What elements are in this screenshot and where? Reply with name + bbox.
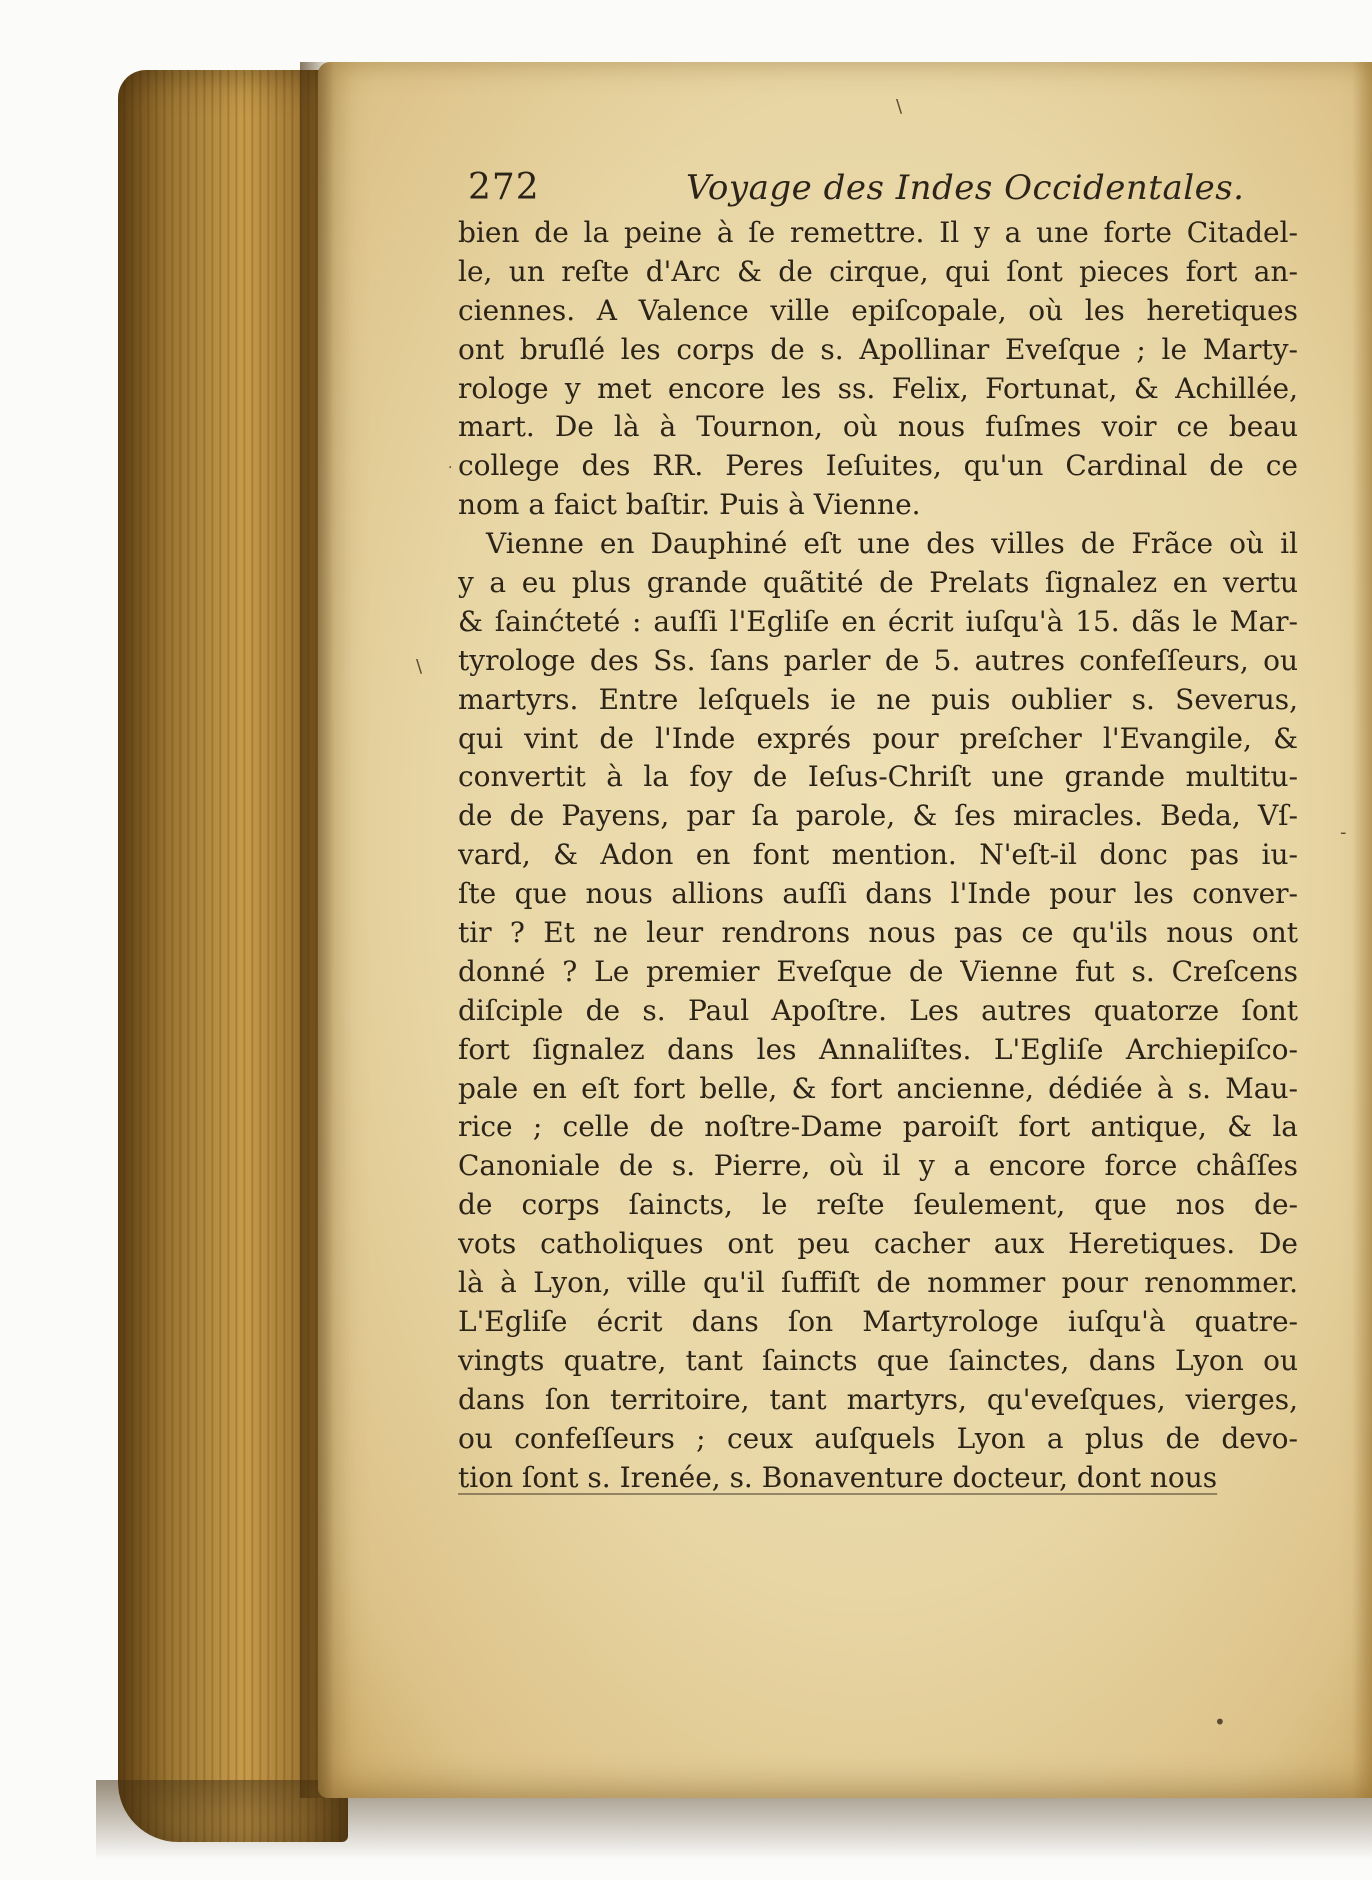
- paper-speck: •: [1214, 1710, 1226, 1734]
- text-line: mart. De là à Tournon, où nous fuſmes voir ce beau: [458, 410, 1298, 444]
- text-line: pale en eſt fort belle, & fort ancienne, dédiée à s. Mau-: [458, 1071, 1298, 1105]
- text-block: [458, 166, 1298, 1497]
- text-line: rologe y met encore les ss. Felix, Fortunat, & Achillée,: [458, 371, 1298, 405]
- text-line: nom a faict baſtir. Puis à Vienne.: [458, 488, 921, 522]
- running-title: Voyage des Indes Occidentales.: [686, 168, 1245, 208]
- text-line: qui vint de l'Inde exprés pour preſcher l'Evangile, &: [458, 721, 1298, 755]
- text-line: vard, & Adon en font mention. N'eſt-il donc pas iu-: [458, 838, 1298, 872]
- page-number: 272: [468, 167, 540, 208]
- text-line: ont bruſlé les corps de s. Apollinar Eveſque ; le Marty-: [458, 332, 1298, 366]
- text-line: vingts quatre, tant ſaincts que ſainctes, dans Lyon ou: [458, 1343, 1298, 1377]
- text-line: de de Payens, par ſa parole, & ſes miracles. Beda, Vſ-: [458, 799, 1298, 833]
- paper-speck: ·: [448, 460, 453, 476]
- text-line: ſte que nous allions auſſi dans l'Inde pour les conver-: [458, 877, 1298, 911]
- running-head: [458, 166, 1298, 214]
- text-line: convertit à la foy de Ieſus-Chriſt une grande multitu-: [458, 760, 1298, 794]
- text-line: vots catholiques ont peu cacher aux Heretiques. De: [458, 1227, 1298, 1261]
- text-line: fort ſignalez dans les Annaliſtes. L'Egliſe Archiepiſco-: [458, 1032, 1298, 1066]
- paper-speck: \: [896, 96, 903, 117]
- text-line: là à Lyon, ville qu'il ſuffiſt de nommer pour renommer.: [458, 1266, 1298, 1300]
- paper-speck: -: [1340, 822, 1347, 843]
- text-line: tyrologe des Ss. ſans parler de 5. autres confeſſeurs, ou: [458, 643, 1298, 677]
- text-line: L'Egliſe écrit dans ſon Martyrologe iuſqu'à quatre-: [458, 1304, 1298, 1338]
- text-line: college des RR. Peres Ieſuites, qu'un Cardinal de ce: [458, 449, 1298, 483]
- page-right-edge: [1352, 62, 1372, 1798]
- text-line: tion ſont s. Irenée, s. Bonaventure docteur, dont nous: [458, 1460, 1218, 1494]
- text-line: martyrs. Entre leſquels ie ne puis oublier s. Severus,: [458, 682, 1298, 716]
- text-line: diſciple de s. Paul Apoſtre. Les autres quatorze ſont: [458, 993, 1298, 1027]
- text-line: & ſainćteté : auſſi l'Egliſe en écrit iuſqu'à 15. dãs le Mar-: [458, 604, 1298, 638]
- text-line: dans ſon territoire, tant martyrs, qu'eveſques, vierges,: [458, 1382, 1298, 1416]
- text-line: tir ? Et ne leur rendrons nous pas ce qu'ils nous ont: [458, 916, 1298, 950]
- text-line: Canoniale de s. Pierre, où il y a encore force châſſes: [458, 1149, 1298, 1183]
- paper-speck: \: [416, 656, 423, 677]
- text-line: rice ; celle de noſtre-Dame paroiſt fort antique, & la: [458, 1110, 1298, 1144]
- text-line: donné ? Le premier Eveſque de Vienne fut s. Creſcens: [458, 954, 1298, 988]
- text-line: ou confeſſeurs ; ceux auſquels Lyon a plus de devo-: [458, 1421, 1298, 1455]
- text-line: bien de la peine à ſe remettre. Il y a une forte Citadel-: [458, 216, 1298, 249]
- text-line: Vienne en Dauphiné eſt une des villes de Frãce où il: [486, 527, 1298, 561]
- body-text: [458, 214, 1298, 1497]
- page-gutter-shadow: [300, 62, 334, 1798]
- text-line: y a eu plus grande quãtité de Prelats ſignalez en vertu: [458, 566, 1298, 600]
- text-line: le, un reſte d'Arc & de cirque, qui ſont pieces fort an-: [458, 254, 1298, 288]
- text-line: de corps ſaincts, le reſte ſeulement, que nos de-: [458, 1188, 1298, 1222]
- text-line: ciennes. A Valence ville epiſcopale, où les heretiques: [458, 293, 1298, 327]
